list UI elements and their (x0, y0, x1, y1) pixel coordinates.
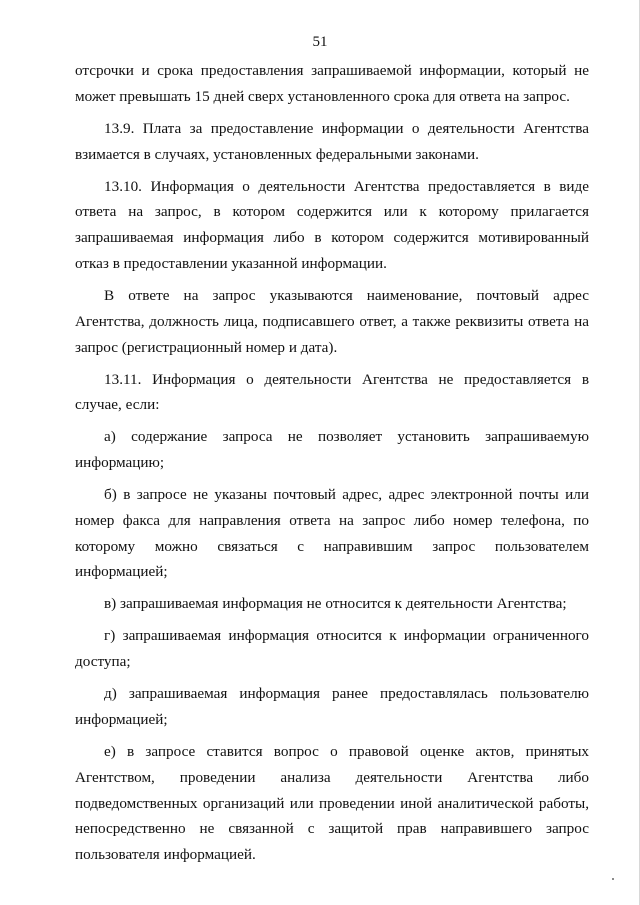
paragraph-13-9: 13.9. Плата за предоставление информации о деятельности Агентства взимается в случаях, установленных федеральными законами. (75, 119, 589, 163)
list-item-b: б) в запросе не указаны почтовый адрес, адрес электронной почты или номер факса для направления ответа на запрос либо номер телефона, по которому можно связаться с направившим запрос пользователем информацией; (75, 486, 589, 581)
paragraph-continuation: отсрочки и срока предоставления запрашиваемой информации, который не может превышать 15 дней сверх установленного срока для ответа на запрос. (75, 62, 589, 105)
paragraph-13-10: 13.10. Информация о деятельности Агентства предоставляется в виде ответа на запрос, в котором содержится или к которому прилагается запрашиваемая информация либо в котором содержится мотивированный отказ в предоставлении указанной информации. (75, 177, 589, 272)
list-item-a: а) содержание запроса не позволяет установить запрашиваемую информацию; (75, 428, 589, 472)
page-number: 51 (312, 34, 328, 50)
paragraph-answer-requisites: В ответе на запрос указываются наименование, почтовый адрес Агентства, должность лица, подписавшего ответ, а также реквизиты ответа на запрос (регистрационный номер и дата). (75, 286, 589, 356)
scan-dot-mark (612, 878, 614, 880)
list-item-d: д) запрашиваемая информация ранее предоставлялась пользователю информацией; (75, 685, 589, 729)
list-item-e: е) в запросе ставится вопрос о правовой оценке актов, принятых Агентством, проведении анализа деятельности Агентства либо подведомственных организаций или проведении иной аналитической работы, непосредственно не связанной с защитой прав направившего запрос пользователя информацией. (75, 743, 589, 864)
list-item-g: г) запрашиваемая информация относится к информации ограниченного доступа; (75, 627, 589, 671)
document-body (75, 58, 589, 874)
list-item-v: в) запрашиваемая информация не относится к деятельности Агентства; (104, 595, 567, 613)
paragraph-13-11: 13.11. Информация о деятельности Агентства не предоставляется в случае, если: (75, 370, 589, 414)
